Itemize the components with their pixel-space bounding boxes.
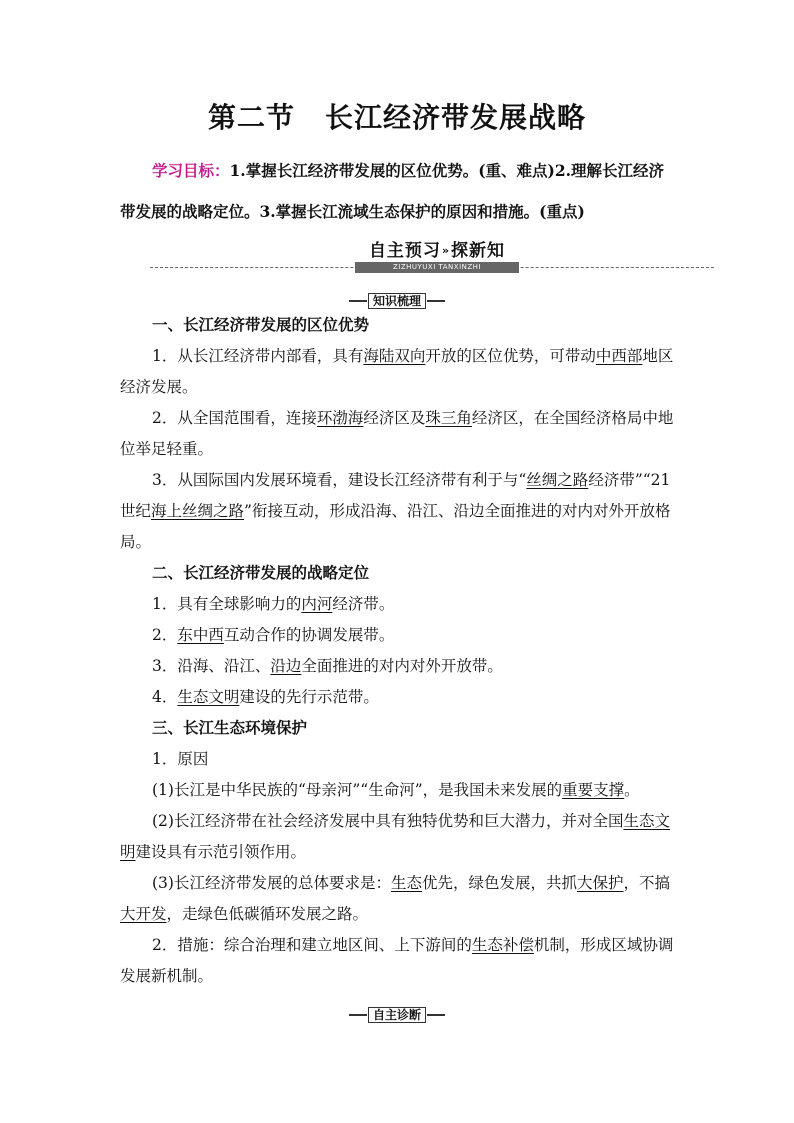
section-header-title [355, 240, 519, 262]
paragraph: 2．东中西互动合作的协调发展带。 [152, 626, 395, 644]
paragraph: 4．生态文明建设的先行示范带。 [152, 688, 379, 706]
paragraph: (2)长江经济带在社会经济发展中具有独特优势和巨大潜力，并对全国生态文明建设具有示范引领作用。 [120, 812, 670, 861]
tag-diagnosis-label: 自主诊断 [372, 1008, 421, 1022]
learning-objectives [120, 150, 676, 232]
paragraph: 1．从长江经济带内部看，具有海陆双向开放的区位优势，可带动中西部地区经济发展。 [120, 347, 674, 396]
paragraph: 3．从国际国内发展环境看，建设长江经济带有利于与“丝绸之路经济带”“21世纪海上丝绸之路”衔接互动，形成沿海、沿江、沿边全面推进的对内对外开放格局。 [120, 471, 671, 551]
header-right-text: 探新知 [451, 241, 506, 261]
header-pinyin: ZIZHUYUXI TANXINZHI [355, 262, 519, 273]
paragraph: (3)长江经济带发展的总体要求是：生态优先，绿色发展，共抓大保护，不搞大开发，走绿色低碳循环发展之路。 [120, 874, 671, 923]
tag-knowledge [0, 290, 794, 309]
paragraph: 1．原因 [152, 750, 209, 768]
section-title: 长江经济带发展战略 [325, 101, 587, 134]
heading-location-advantages: 一、长江经济带发展的区位优势 [152, 316, 370, 334]
tag-knowledge-label: 知识梳理 [372, 294, 421, 308]
section-number: 第二节 [207, 101, 295, 134]
paragraph: (1)长江是中华民族的“母亲河”“生命河”，是我国未来发展的重要支撑。 [152, 781, 640, 799]
paragraph: 1．具有全球影响力的内河经济带。 [152, 595, 395, 613]
paragraph: 2．措施：综合治理和建立地区间、上下游间的生态补偿机制，形成区域协调发展新机制。 [120, 936, 674, 985]
tag-diagnosis [0, 1004, 794, 1023]
header-left-text: 自主预习 [368, 241, 441, 261]
content-body [120, 310, 676, 992]
objectives-label: 学习目标： [152, 161, 230, 180]
section-header [150, 240, 714, 274]
page-title [0, 96, 794, 136]
objectives-text: 1.掌握长江经济带发展的区位优势。(重、难点)2.理解长江经济带发展的战略定位。3.掌握长江流域生态保护的原因和措施。(重点) [120, 161, 665, 221]
heading-strategic-positioning: 二、长江经济带发展的战略定位 [152, 564, 370, 582]
heading-eco-protection: 三、长江生态环境保护 [152, 719, 308, 737]
paragraph: 2．从全国范围看，连接环渤海经济区及珠三角经济区，在全国经济格局中地位举足轻重。 [120, 409, 674, 458]
paragraph: 3．沿海、沿江、沿边全面推进的对内对外开放带。 [152, 657, 503, 675]
double-chevron-icon: » [441, 244, 451, 257]
